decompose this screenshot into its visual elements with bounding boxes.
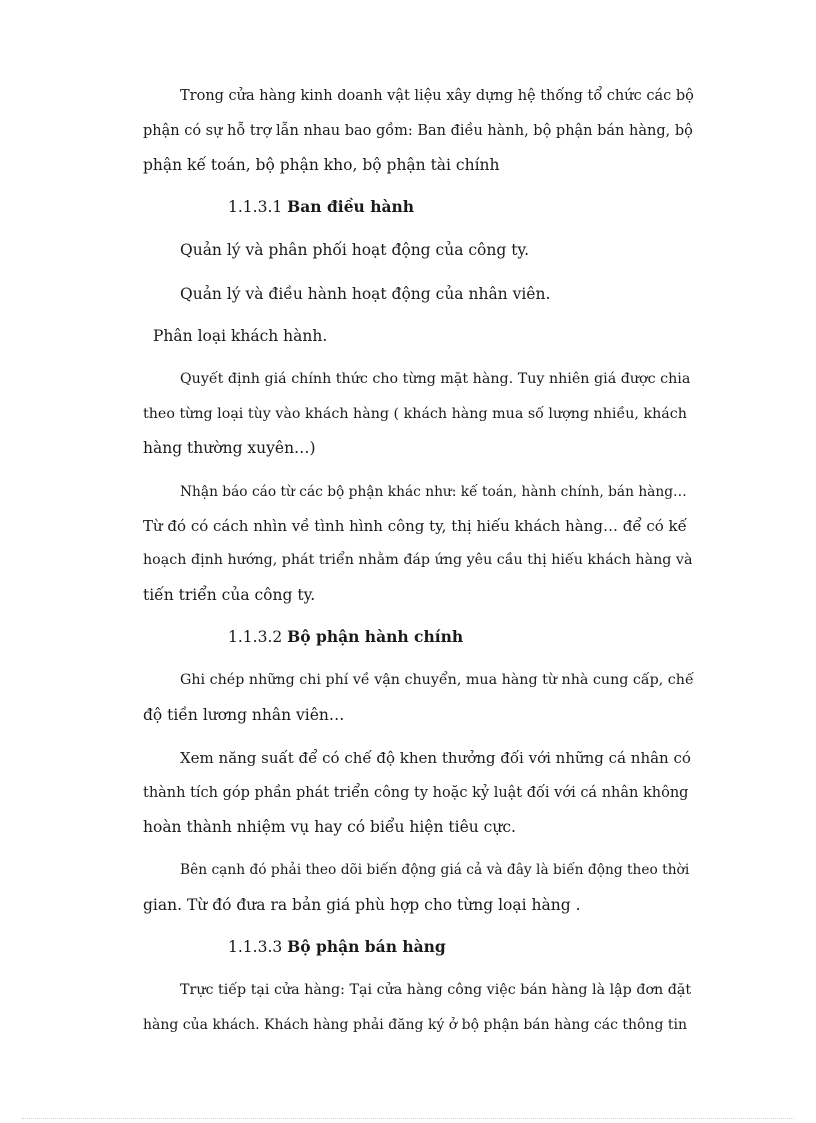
section-heading — [228, 937, 446, 957]
paragraph-line: phận kế toán, bộ phận kho, bộ phận tài chính — [143, 156, 500, 174]
paragraph-line: Quản lý và phân phối hoạt động của công ty. — [180, 241, 530, 259]
paragraph-line: độ tiền lương nhân viên… — [143, 706, 345, 724]
paragraph-line: thành tích góp phần phát triển công ty hoặc kỷ luật đối với cá nhân không — [143, 785, 689, 801]
page-bottom-divider — [22, 1118, 794, 1119]
paragraph-line: Ghi chép những chi phí về vận chuyển, mua hàng từ nhà cung cấp, chế — [180, 672, 694, 688]
paragraph-line: hoàn thành nhiệm vụ hay có biểu hiện tiêu cực. — [143, 818, 516, 836]
section-heading — [228, 197, 414, 217]
paragraph-line: phận có sự hỗ trợ lẫn nhau bao gồm: Ban điều hành, bộ phận bán hàng, bộ — [143, 123, 693, 139]
heading-title: Ban điều hành — [287, 197, 415, 216]
paragraph-line: tiến triển của công ty. — [143, 586, 316, 604]
paragraph-line: Trong cửa hàng kinh doanh vật liệu xây dựng hệ thống tổ chức các bộ — [180, 88, 694, 104]
paragraph-line: Từ đó có cách nhìn về tình hình công ty, thị hiếu khách hàng… để có kế — [143, 517, 687, 535]
heading-title: Bộ phận hành chính — [287, 627, 464, 646]
paragraph-line: Trực tiếp tại cửa hàng: Tại cửa hàng công việc bán hàng là lập đơn đặt — [180, 982, 692, 998]
paragraph-line: hàng của khách. Khách hàng phải đăng ký ở bộ phận bán hàng các thông tin — [143, 1017, 687, 1033]
paragraph-line: hàng thường xuyên…) — [143, 439, 316, 457]
paragraph-line: hoạch định hướng, phát triển nhằm đáp ứng yêu cầu thị hiếu khách hàng và — [143, 552, 693, 568]
heading-number: 1.1.3.3 — [228, 938, 288, 956]
paragraph-line: theo từng loại tùy vào khách hàng ( khách hàng mua số lượng nhiều, khách — [143, 406, 687, 422]
heading-title: Bộ phận bán hàng — [287, 937, 446, 956]
paragraph-line: gian. Từ đó đưa ra bản giá phù hợp cho từng loại hàng . — [143, 896, 581, 914]
section-heading — [228, 627, 463, 647]
paragraph-line: Xem năng suất để có chế độ khen thưởng đối với những cá nhân có — [180, 749, 691, 767]
paragraph-line: Nhận báo cáo từ các bộ phận khác như: kế toán, hành chính, bán hàng… — [180, 484, 687, 500]
paragraph-line: Phân loại khách hành. — [153, 327, 328, 345]
paragraph-line: Quyết định giá chính thức cho từng mặt hàng. Tuy nhiên giá được chia — [180, 371, 691, 387]
paragraph-line: Quản lý và điều hành hoạt động của nhân viên. — [180, 285, 551, 303]
heading-number: 1.1.3.2 — [228, 628, 288, 646]
paragraph-line: Bên cạnh đó phải theo dõi biến động giá cả và đây là biến động theo thời — [180, 862, 690, 878]
heading-number: 1.1.3.1 — [228, 198, 288, 216]
